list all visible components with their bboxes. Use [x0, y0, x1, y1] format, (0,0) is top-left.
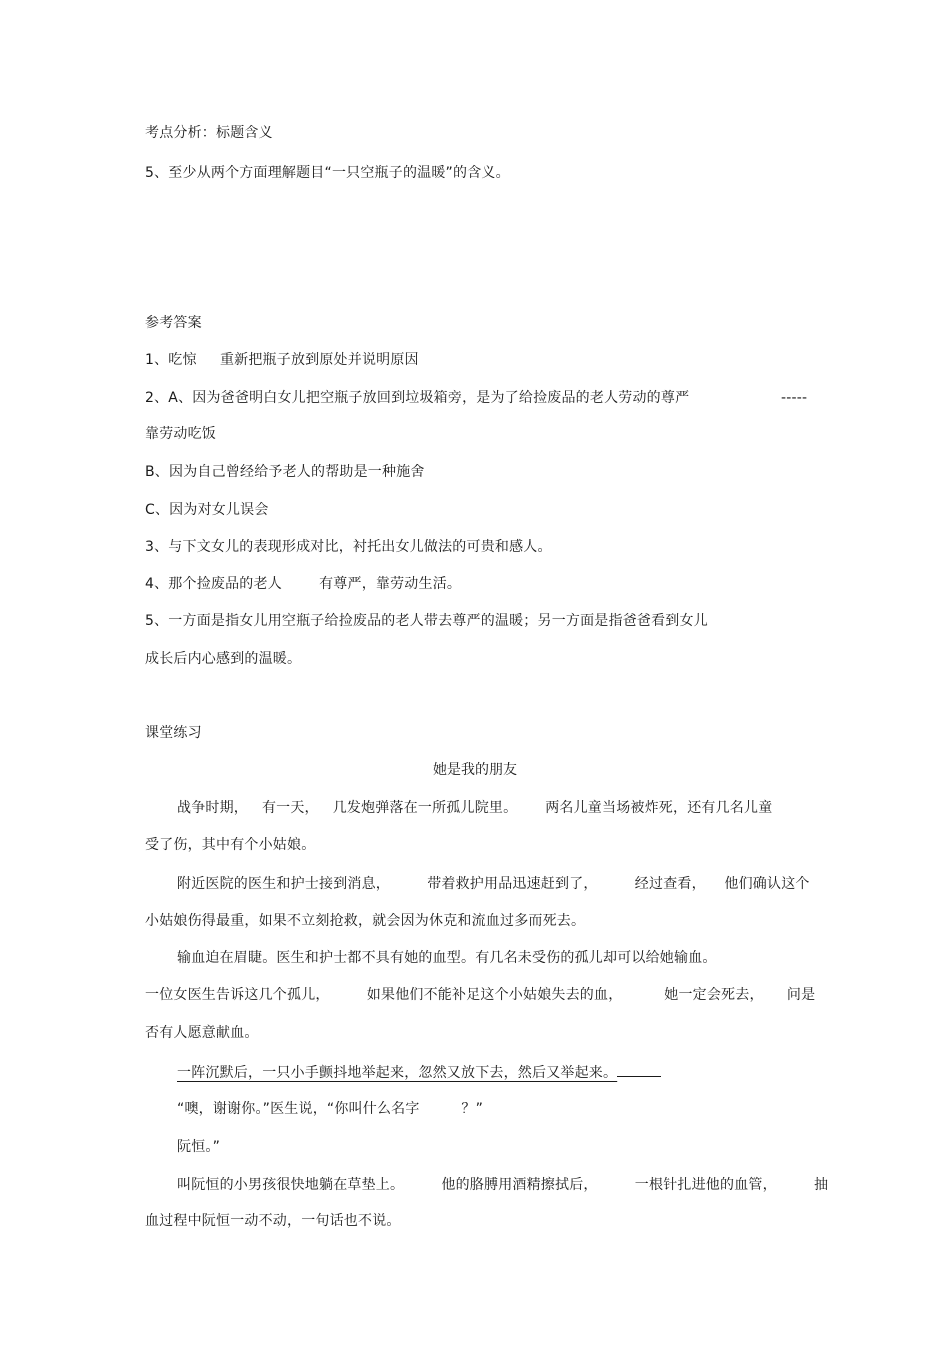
answer-1: 1、吃惊 重新把瓶子放到原处并说明原因 — [145, 352, 419, 368]
story-line: 阮恒。” — [177, 1139, 221, 1155]
answers-heading: 参考答案 — [145, 315, 202, 331]
answer-5-continued: 成长后内心感到的温暖。 — [145, 651, 302, 667]
story-line: 输血迫在眉睫。医生和护士都不具有她的血型。有几名未受伤的孤儿却可以给她输血。 — [177, 950, 717, 966]
story-line: 血过程中阮恒一动不动，一句话也不说。 — [145, 1213, 401, 1229]
answer-2-continued: 靠劳动吃饭 — [145, 426, 216, 442]
answer-2-b: B、因为自己曾经给予老人的帮助是一种施舍 — [145, 464, 425, 480]
story-line: 一位女医生告诉这几个孤儿， 如果他们不能补足这个小姑娘失去的血， 她一定会死去， 问是 — [145, 987, 816, 1003]
story-title: 她是我的朋友 — [433, 762, 517, 778]
answer-2-dash: ----- — [781, 390, 808, 406]
answer-2: 2、A、因为爸爸明白女儿把空瓶子放回到垃圾箱旁，是为了给捡废品的老人劳动的尊严 — [145, 390, 690, 406]
story-line: 战争时期， 有一天， 几发炮弹落在一所孤儿院里。 两名儿童当场被炸死，还有几名儿童 — [177, 800, 773, 816]
question-5: 5、至少从两个方面理解题目“一只空瓶子的温暖”的含义。 — [145, 165, 510, 181]
story-line-underlined — [177, 1064, 661, 1080]
answer-5: 5、一方面是指女儿用空瓶子给捡废品的老人带去尊严的温暖；另一方面是指爸爸看到女儿 — [145, 613, 708, 629]
story-line: 小姑娘伤得最重，如果不立刻抢救，就会因为休克和流血过多而死去。 — [145, 913, 586, 929]
story-line: 附近医院的医生和护士接到消息， 带着救护用品迅速赶到了， 经过查看， 他们确认这个 — [177, 876, 810, 892]
underline-extension — [617, 1064, 661, 1077]
story-line: 受了伤，其中有个小姑娘。 — [145, 837, 316, 853]
story-line: 否有人愿意献血。 — [145, 1025, 259, 1041]
answer-2-c: C、因为对女儿误会 — [145, 502, 269, 518]
answer-3: 3、与下文女儿的表现形成对比，衬托出女儿做法的可贵和感人。 — [145, 539, 552, 555]
underlined-sentence: 一阵沉默后，一只小手颤抖地举起来，忽然又放下去，然后又举起来。 — [177, 1065, 618, 1081]
story-line: “噢，谢谢你。”医生说，“你叫什么名字 ？” — [177, 1101, 484, 1117]
answer-4: 4、那个捡废品的老人 有尊严，靠劳动生活。 — [145, 576, 462, 592]
story-line: 叫阮恒的小男孩很快地躺在草垫上。 他的胳膊用酒精擦拭后， 一根针扎进他的血管， 抽 — [177, 1177, 829, 1193]
practice-heading: 课堂练习 — [145, 725, 202, 741]
analysis-label: 考点分析：标题含义 — [145, 125, 273, 141]
